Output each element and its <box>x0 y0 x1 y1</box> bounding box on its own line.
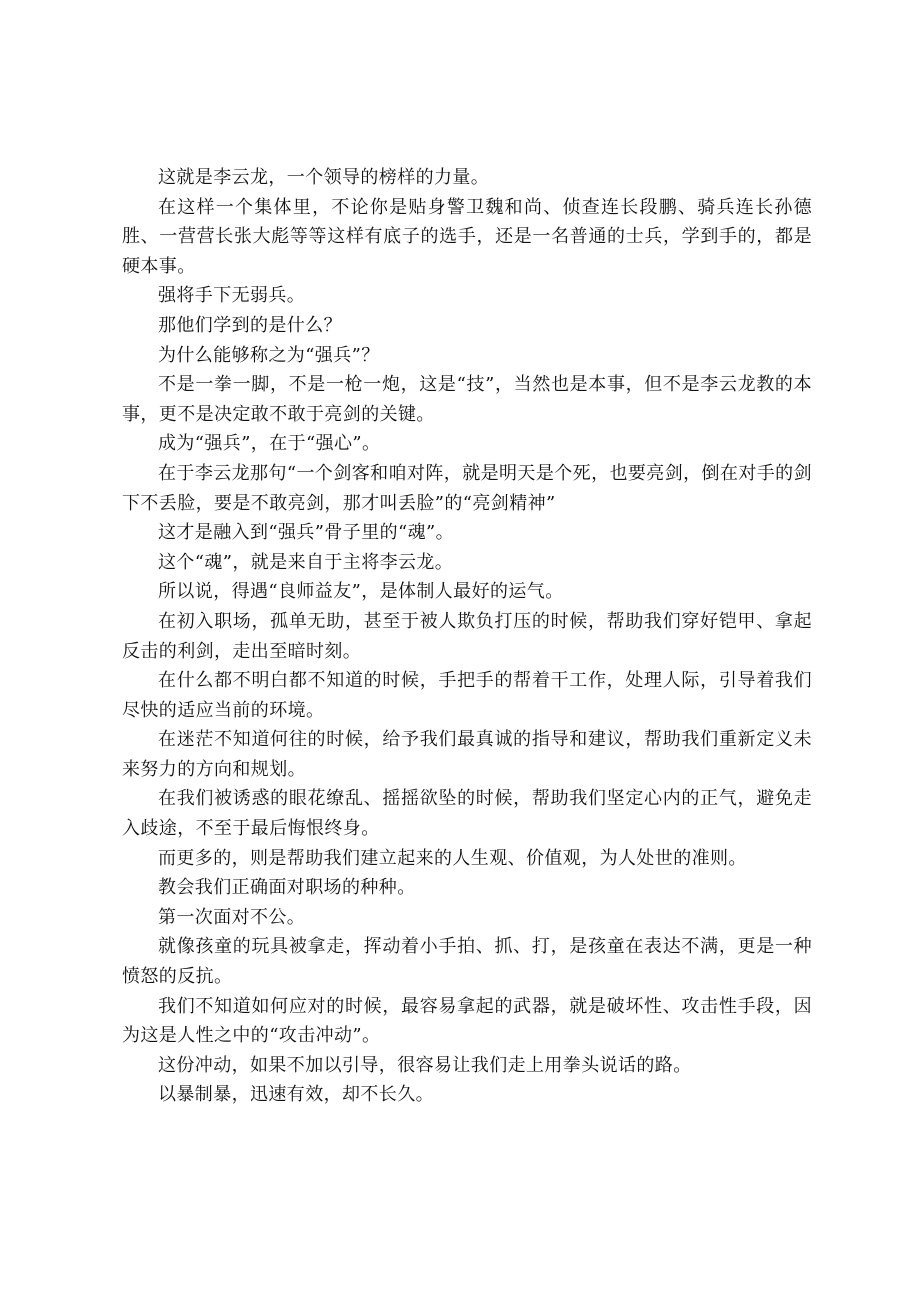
paragraph-22: 以暴制暴，迅速有效，却不长久。 <box>158 1084 434 1106</box>
paragraph-4: 那他们学到的是什么？ <box>158 314 342 336</box>
paragraph-2: 在这样一个集体里，不论你是贴身警卫魏和尚、侦查连长段鹏、骑兵连长孙德胜、一营营长张大彪等等这样有底子的选手，还是一名普通的士兵，学到手的，都是硬本事。 <box>122 196 812 277</box>
paragraph-21: 这份冲动，如果不加以引导，很容易让我们走上用拳头说话的路。 <box>158 1054 692 1076</box>
paragraph-10: 这个“魂”，就是来自于主将李云龙。 <box>158 551 454 573</box>
body-text <box>122 163 812 1110</box>
paragraph-8: 在于李云龙那句“一个剑客和咱对阵，就是明天是个死，也要亮剑，倒在对手的剑下不丢脸，要是不敢亮剑，那才叫丢脸”的“亮剑精神” <box>122 462 812 514</box>
paragraph-18: 第一次面对不公。 <box>158 906 306 928</box>
paragraph-19: 就像孩童的玩具被拿走，挥动着小手拍、抓、打，是孩童在表达不满，更是一种愤怒的反抗。 <box>122 936 812 988</box>
paragraph-15: 在我们被诱惑的眼花缭乱、摇摇欲坠的时候，帮助我们坚定心内的正气，避免走入歧途，不至于最后悔恨终身。 <box>122 788 812 840</box>
paragraph-3: 强将手下无弱兵。 <box>158 285 306 307</box>
paragraph-11: 所以说，得遇“良师益友”，是体制人最好的运气。 <box>158 581 564 603</box>
paragraph-14: 在迷茫不知道何往的时候，给予我们最真诚的指导和建议，帮助我们重新定义未来努力的方向和规划。 <box>122 729 812 780</box>
paragraph-5: 为什么能够称之为“强兵”？ <box>158 344 380 366</box>
paragraph-6: 不是一拳一脚，不是一枪一炮，这是“技”，当然也是本事，但不是李云龙教的本事，更不是决定敢不敢于亮剑的关键。 <box>122 374 812 425</box>
paragraph-12: 在初入职场，孤单无助，甚至于被人欺负打压的时候，帮助我们穿好铠甲、拿起反击的利剑，走出至暗时刻。 <box>122 610 812 662</box>
paragraph-16: 而更多的，则是帮助我们建立起来的人生观、价值观，为人处世的准则。 <box>158 847 747 869</box>
paragraph-17: 教会我们正确面对职场的种种。 <box>158 877 416 899</box>
paragraph-20: 我们不知道如何应对的时候，最容易拿起的武器，就是破坏性、攻击性手段，因为这是人性之中的“攻击冲动”。 <box>122 995 812 1047</box>
paragraph-9: 这才是融入到“强兵”骨子里的“魂”。 <box>158 522 455 544</box>
paragraph-13: 在什么都不明白都不知道的时候，手把手的帮着干工作，处理人际，引导着我们尽快的适应当前的环境。 <box>122 670 812 721</box>
paragraph-7: 成为“强兵”，在于“强心”。 <box>158 433 381 455</box>
paragraph-1: 这就是李云龙，一个领导的榜样的力量。 <box>158 167 490 188</box>
